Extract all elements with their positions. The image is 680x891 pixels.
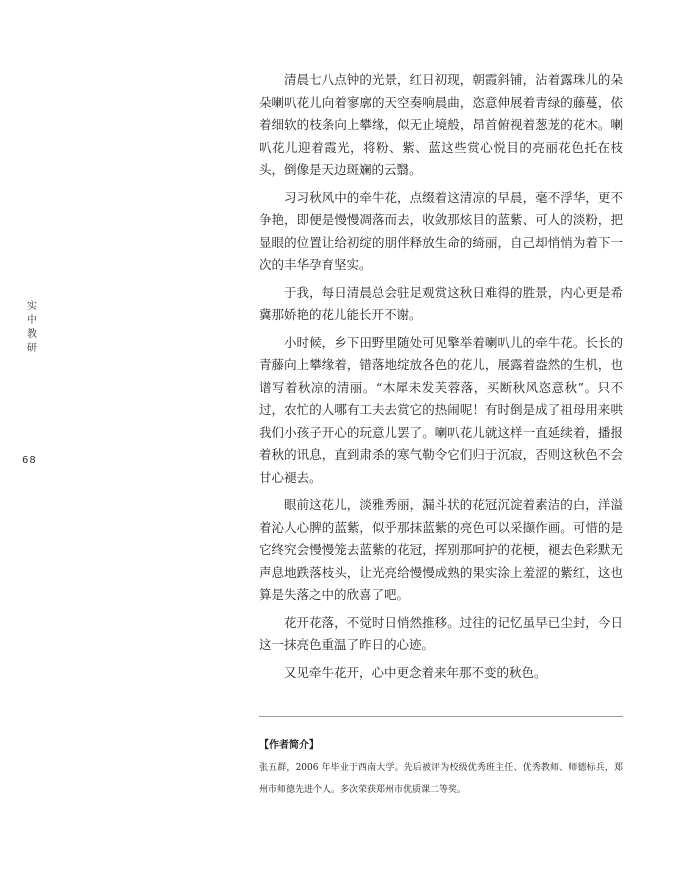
side-section-label: [26, 300, 38, 356]
side-label-char: 中: [27, 315, 37, 326]
author-bio-heading: 【作者简介】: [259, 740, 319, 751]
side-label-char: 实: [27, 301, 37, 312]
side-label-char: 教: [27, 329, 37, 340]
paragraph: 习习秋风中的牵牛花，点缀着这清凉的早晨，毫不浮华，更不争艳，即便是慢慢凋落而去，收敛那炫目的蓝紫、可人的淡粉，把显眼的位置让给初绽的朋伴释放生命的绮丽，自己却悄悄为着下一次的丰华孕育坚实。: [259, 189, 623, 272]
author-bio-text: 张五群，2006 年毕业于西南大学。先后被评为校级优秀班主任、优秀教师、师德标兵，郑州市师德先进个人。多次荣获郑州市优质课二等奖。: [259, 763, 623, 795]
paragraph: 清晨七八点钟的光景，红日初现，朝霞斜铺，沾着露珠儿的朵朵喇叭花儿向着寥廓的天空奏响晨曲，恣意伸展着青绿的藤蔓，依着细软的枝条向上攀缘，似无止境般，昂首俯视着葱茏的花木。喇叭花儿迎着霞光，将粉、紫、蓝这些赏心悦目的亮丽花色托在枝头，倒像是天边斑斓的云翳。: [259, 72, 623, 177]
section-divider: [259, 716, 623, 717]
paragraph: 花开花落，不觉时日悄然推移。过往的记忆虽早已尘封，今日这一抹亮色重温了昨日的心迹。: [259, 614, 623, 652]
author-bio-section: [259, 735, 623, 801]
paragraph: 小时候，乡下田野里随处可见擎举着喇叭儿的牵牛花。长长的青藤向上攀缘着，错落地绽放各色的花儿，展露着盎然的生机，也谱写着秋凉的清丽。“木犀未发芙蓉落，买断秋风恣意秋”。只不过，农忙的人哪有工夫去赏它的热闹呢！有时倒是成了祖母用来哄我们小孩子开心的玩意儿罢了。喇叭花儿就这样一直延续着，播报着秋的讯息，直到肃杀的寒气勒令它们归于沉寂，否则这秋色不会甘心褪去。: [259, 334, 623, 485]
paragraph: 又见牵牛花开，心中更念着来年那不变的秋色。: [284, 664, 547, 680]
paragraph: 于我，每日清晨总会驻足观赏这秋日难得的胜景，内心更是希冀那娇艳的花儿能长开不谢。: [259, 284, 623, 322]
article-body: [259, 69, 623, 689]
page-number: 68: [22, 455, 37, 466]
paragraph: 眼前这花儿，淡雅秀丽，漏斗状的花冠沉淀着素洁的白，洋溢着沁人心脾的蓝紫，似乎那抹蓝紫的亮色可以采撷作画。可惜的是它终究会慢慢笼去蓝紫的花冠，挥别那呵护的花梗，褪去色彩默无声息地跌落枝头，让光亮给慢慢成熟的果实涂上羞涩的紫红，这也算是失落之中的欣喜了吧。: [259, 497, 623, 602]
side-label-char: 研: [27, 343, 37, 354]
